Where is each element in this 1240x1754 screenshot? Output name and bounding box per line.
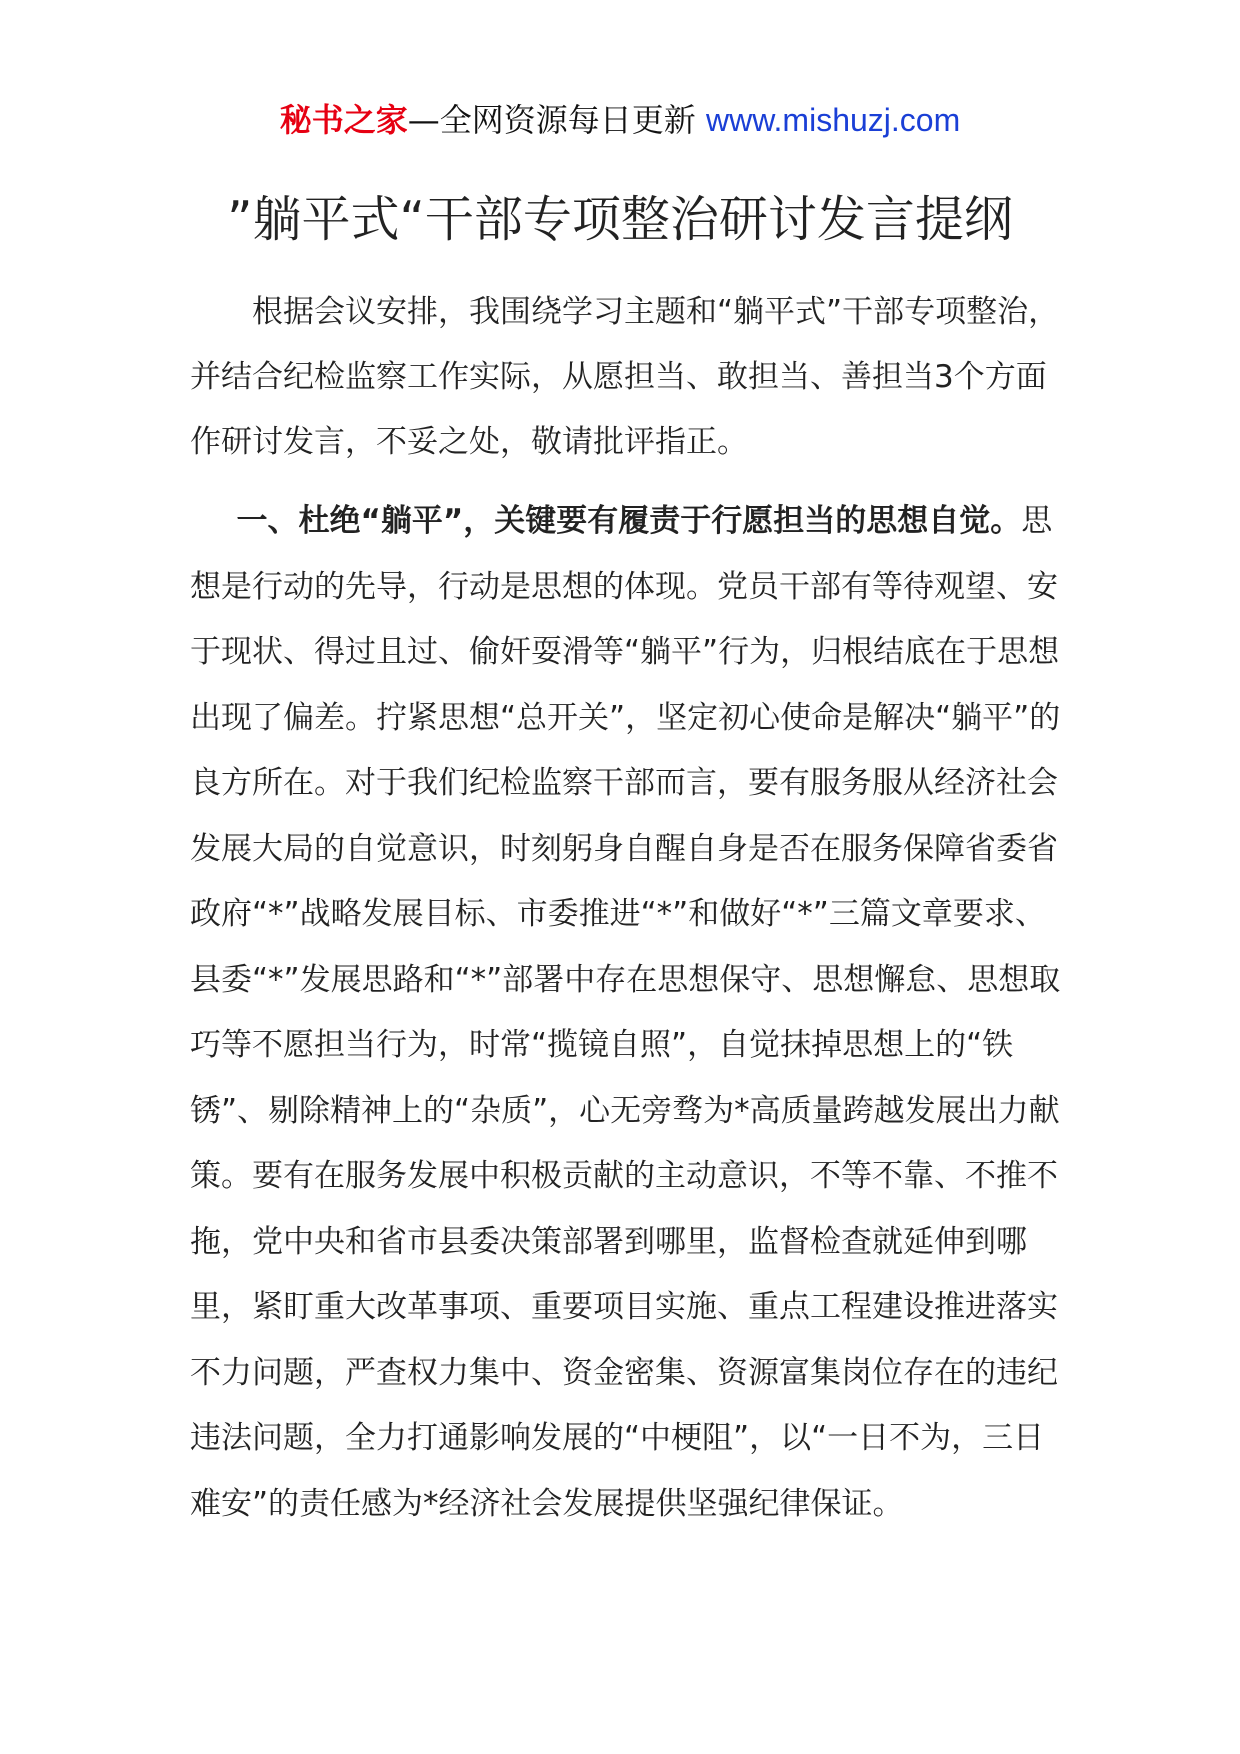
site-slogan: —全网资源每日更新	[407, 101, 706, 139]
document-title: ”躺平式“干部专项整治研讨发言提纲	[227, 191, 1013, 248]
site-url-link[interactable]: www.mishuzj.com	[705, 102, 961, 138]
intro-paragraph: 根据会议安排，我围绕学习主题和“躺平式”干部专项整治，并结合纪检监察工作实际，从愿担当、敢担当、善担当3个方面作研讨发言，不妥之处，敬请批评指正。	[190, 294, 1060, 460]
section-1-body: 思想是行动的先导，行动是思想的体现。党员干部有等待观望、安于现状、得过且过、偷奸耍滑等“躺平”行为，归根结底在于思想出现了偏差。拧紧思想“总开关”，坚定初心使命是解决“躺平”的良方所在。对于我们纪检监察干部而言，要有服务服从经济社会发展大局的自觉意识，时刻躬身自醒自身是否在服务保障省委省政府“*”战略发展目标、市委推进“*”和做好“*”三篇文章要求、县委“*”发展思路和“*”部署中存在思想保守、思想懈怠、思想取巧等不愿担当行为，时常“揽镜自照”，自觉抹掉思想上的“铁锈”、剔除精神上的“杂质”，心无旁骛为*高质量跨越发展出力献策。要有在服务发展中积极贡献的主动意识，不等不靠、不推不拖，党中央和省市县委决策部署到哪里，监督检查就延伸到哪里，紧盯重大改革事项、重要项目实施、重点工程建设推进落实不力问题，严查权力集中、资金密集、资源富集岗位存在的违纪违法问题，全力打通影响发展的“中梗阻”，以“一日不为，三日难安”的责任感为*经济社会发展提供坚强纪律保证。	[190, 503, 1061, 1522]
section-1-paragraph	[190, 489, 1070, 1537]
section-1-heading: 一、杜绝“躺平”，关键要有履责于行愿担当的思想自觉。	[236, 503, 1022, 539]
document-body	[190, 280, 1070, 1537]
site-header	[0, 100, 1240, 140]
site-brand: 秘书之家	[279, 101, 408, 139]
